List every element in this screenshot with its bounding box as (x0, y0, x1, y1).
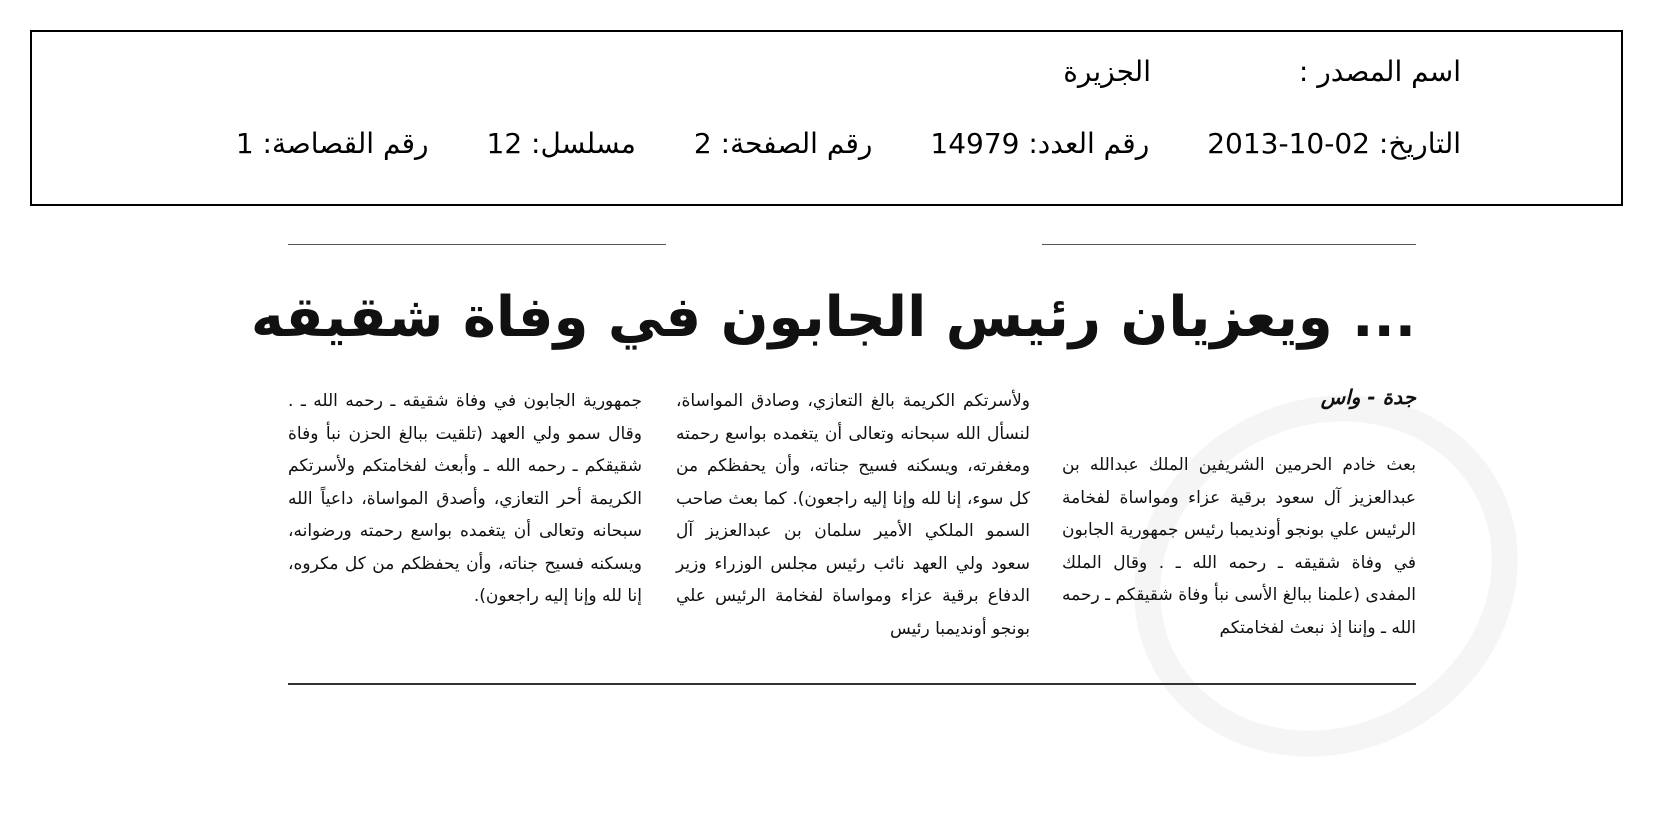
source-label: اسم المصدر : (1298, 55, 1461, 88)
article-column-1: بعث خادم الحرمين الشريفين الملك عبدالله بن عبدالعزيز آل سعود برقية عزاء ومواساة لفخامة الرئيس علي بونجو أونديمبا رئيس جمهورية الجابون في وفاة شقيقه ـ رحمه الله ـ . وقال الملك المفدى (علمنا ببالغ الأسى نبأ وفاة شقيقكم ـ رحمه الله ـ وإننا إذ نبعث لفخامتكم (1062, 455, 1416, 638)
source-info-box (30, 30, 1623, 206)
issue-number-field: رقم العدد: 14979 (930, 127, 1150, 160)
article-byline: جدة - واس (1320, 385, 1416, 409)
clipping-number-field: رقم القصاصة: 1 (235, 127, 429, 160)
top-rule-right (1042, 244, 1416, 245)
article-column-2: ولأسرتكم الكريمة بالغ التعازي، وصادق المواساة، لنسأل الله سبحانه وتعالى أن يتغمده بواسع رحمته ومغفرته، ويسكنه فسيح جناته، وأن يحفظكم من كل سوء، إنا لله وإنا إليه راجعون). كما بعث صاحب السمو الملكي الأمير سلمان بن عبدالعزيز آل سعود ولي العهد نائب رئيس مجلس الوزراء وزير الدفاع برقية عزاء ومواساة لفخامة الرئيس علي بونجو أونديمبا رئيس (676, 391, 1030, 639)
bottom-rule (288, 683, 1416, 685)
date-field: التاريخ: 02-10-2013 (1207, 127, 1461, 160)
article-headline: ... ويعزيان رئيس الجابون في وفاة شقيقه (250, 285, 1416, 350)
page-number-field: رقم الصفحة: 2 (693, 127, 873, 160)
article-column-3: جمهورية الجابون في وفاة شقيقه ـ رحمه الله ـ . وقال سمو ولي العهد (تلقيت ببالغ الحزن نبأ وفاة شقيقكم ـ رحمه الله ـ وأبعث لفخامتكم ولأسرتكم الكريمة أحر التعازي، وأصدق المواساة، داعياً الله سبحانه وتعالى أن يتغمده بواسع رحمته ورضوانه، ويسكنه فسيح جناته، وأن يحفظكم من كل مكروه، إنا لله وإنا إليه راجعون). (288, 391, 642, 606)
serial-field: مسلسل: 12 (486, 127, 636, 160)
top-rule-left (288, 244, 666, 245)
metadata-line (236, 126, 1461, 162)
source-value: الجزيرة (1063, 55, 1151, 88)
